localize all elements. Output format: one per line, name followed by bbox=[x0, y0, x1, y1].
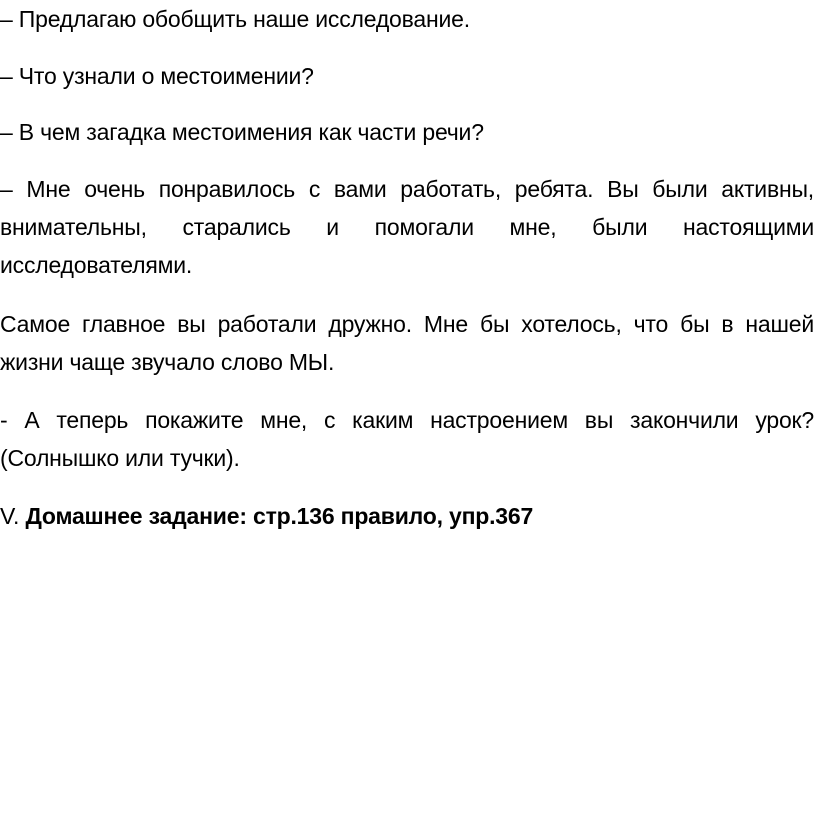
paragraph-mood: - А теперь покажите мне, с каким настроением вы закончили урок? (Солнышко или тучки). bbox=[0, 407, 814, 471]
paragraph-praise: – Мне очень понравилось с вами работать, ребята. Вы были активны, внимательны, старались и помогали мне, были настоящими исследователями. bbox=[0, 176, 814, 278]
paragraph-question-riddle: – В чем загадка местоимения как части речи? bbox=[0, 119, 484, 145]
paragraph-teamwork: Самое главное вы работали дружно. Мне бы хотелось, что бы в нашей жизни чаще звучало слово МЫ. bbox=[0, 311, 814, 375]
homework-line bbox=[0, 497, 814, 535]
homework-text: Домашнее задание: стр.136 правило, упр.367 bbox=[25, 503, 534, 529]
paragraph-summary: – Предлагаю обобщить наше исследование. bbox=[0, 6, 470, 32]
paragraph-question-learned: – Что узнали о местоимении? bbox=[0, 63, 314, 89]
homework-numeral: V. bbox=[0, 503, 20, 529]
